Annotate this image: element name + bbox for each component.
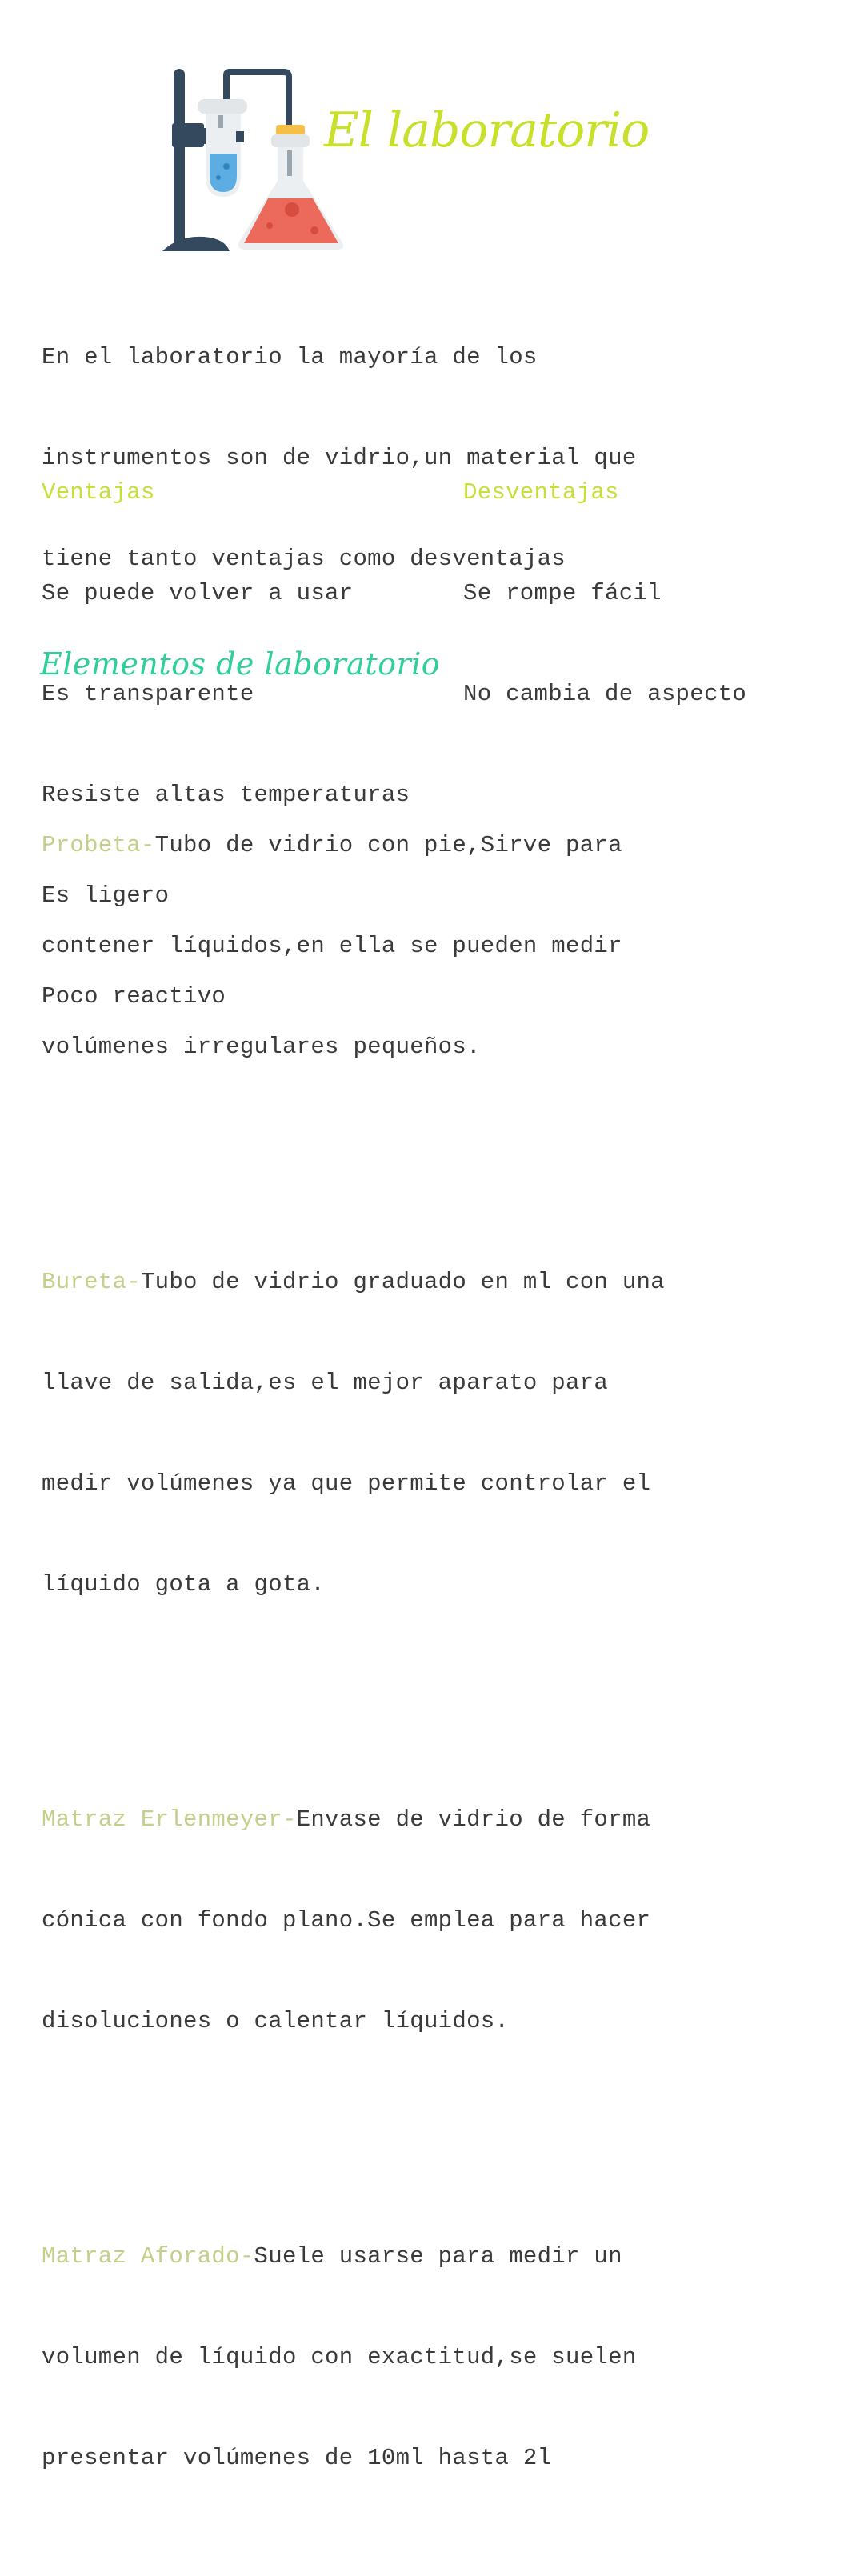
elements-list bbox=[42, 694, 665, 2576]
desventajas-heading: Desventajas bbox=[463, 479, 619, 506]
element-line: presentar volúmenes de 10ml hasta 2l bbox=[42, 2445, 552, 2471]
intro-line: En el laboratorio la mayoría de los bbox=[42, 344, 538, 370]
ventaja-item: Poco reactivo bbox=[42, 983, 226, 1010]
element-line: líquido gota a gota. bbox=[42, 1571, 326, 1598]
intro-line: instrumentos son de vidrio,un material que bbox=[42, 445, 637, 471]
desventaja-item: Se rompe fácil bbox=[463, 580, 662, 606]
element-text: Tubo de vidrio graduado en ml con una bbox=[140, 1269, 665, 1295]
element-text: Envase de vidrio de forma bbox=[296, 1806, 651, 1833]
ventaja-item: Resiste altas temperaturas bbox=[42, 782, 410, 808]
element-term: Probeta- bbox=[42, 832, 155, 858]
element-entry bbox=[42, 1736, 665, 2106]
element-line: cónica con fondo plano.Se emplea para hacer bbox=[42, 1907, 651, 1934]
element-line bbox=[42, 2240, 665, 2274]
test-tube-icon bbox=[198, 99, 247, 197]
element-text: Suele usarse para medir un bbox=[254, 2243, 622, 2270]
ventajas-heading: Ventajas bbox=[42, 479, 155, 506]
lab-equipment-illustration bbox=[156, 64, 352, 256]
page-title: El laboratorio bbox=[324, 102, 650, 158]
element-line: volumen de líquido con exactitud,se suelen bbox=[42, 2344, 637, 2370]
ventaja-item: Es ligero bbox=[42, 882, 170, 909]
element-term: Matraz Erlenmeyer- bbox=[42, 1806, 297, 1833]
element-line bbox=[42, 1266, 665, 1299]
intro-line: tiene tanto ventajas como desventajas bbox=[42, 546, 566, 572]
element-entry bbox=[42, 762, 665, 1131]
element-line bbox=[42, 829, 665, 862]
section-title: Elementos de laboratorio bbox=[40, 646, 441, 682]
element-line: medir volúmenes ya que permite controlar el bbox=[42, 1470, 651, 1497]
element-line: llave de salida,es el mejor aparato para bbox=[42, 1370, 609, 1396]
element-entry bbox=[42, 1198, 665, 1669]
element-line: contener líquidos,en ella se pueden medir bbox=[42, 933, 622, 959]
element-term: Bureta- bbox=[42, 1269, 141, 1295]
ventaja-item: Se puede volver a usar bbox=[42, 580, 354, 606]
element-line: volúmenes irregulares pequeños. bbox=[42, 1034, 481, 1060]
element-text: Tubo de vidrio con pie,Sirve para bbox=[154, 832, 622, 858]
element-entry bbox=[42, 2173, 665, 2542]
desventaja-item: No cambia de aspecto bbox=[463, 681, 747, 707]
element-line bbox=[42, 1803, 665, 1837]
element-line: disoluciones o calentar líquidos. bbox=[42, 2008, 510, 2034]
element-term: Matraz Aforado- bbox=[42, 2243, 254, 2270]
ventaja-item: Es transparente bbox=[42, 681, 254, 707]
